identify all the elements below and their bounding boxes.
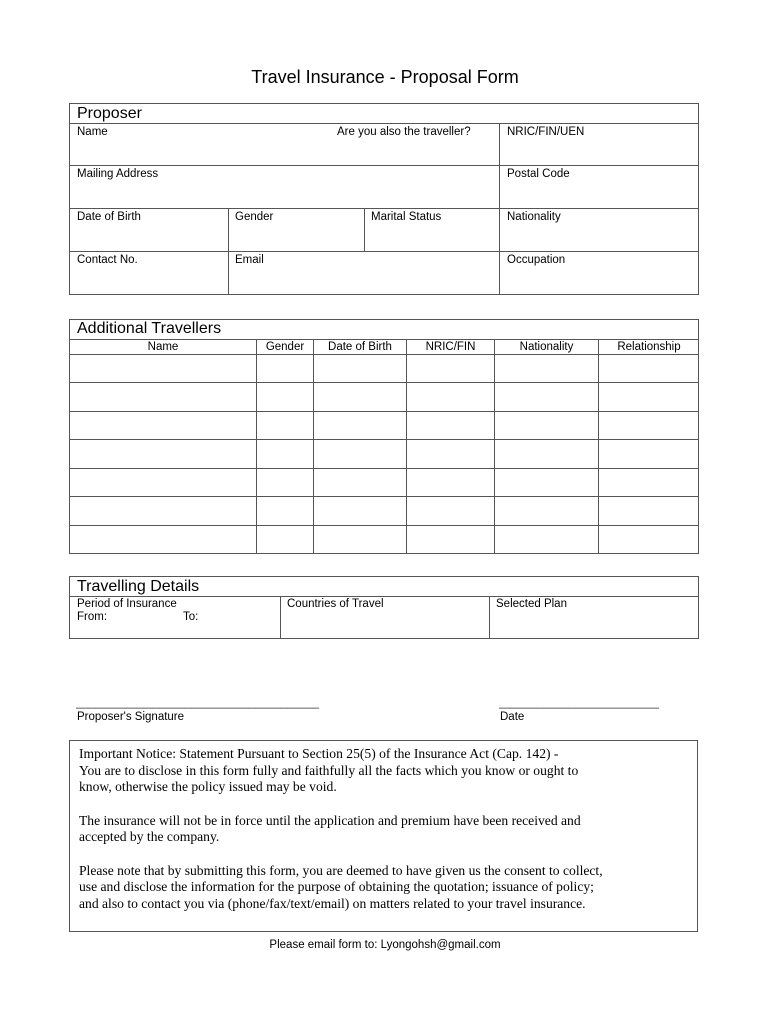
table-row[interactable] <box>70 383 698 411</box>
notice-line: and also to contact you via (phone/fax/text/email) on matters related to your travel insurance. <box>79 895 586 911</box>
travelling-details-heading: Travelling Details <box>77 578 200 595</box>
to-label: To: <box>183 611 199 623</box>
also-traveller-label: Are you also the traveller? <box>337 126 471 138</box>
countries-of-travel-label: Countries of Travel <box>287 598 384 610</box>
email-label: Email <box>235 254 264 266</box>
col-header-gender: Gender <box>265 341 305 353</box>
table-row[interactable] <box>70 412 698 439</box>
dob-label: Date of Birth <box>77 211 141 223</box>
gender-label: Gender <box>235 211 274 223</box>
table-row[interactable] <box>70 355 698 382</box>
contact-no-label: Contact No. <box>77 254 138 266</box>
notice-line: You are to disclose in this form fully and faithfully all the facts which you know or ought to <box>79 762 579 778</box>
selected-plan-label: Selected Plan <box>496 598 567 610</box>
notice-line: Important Notice: Statement Pursuant to Section 25(5) of the Insurance Act (Cap. 142) - <box>79 746 559 761</box>
postal-code-label: Postal Code <box>507 168 570 180</box>
col-header-dob: Date of Birth <box>328 341 392 353</box>
additional-travellers-heading: Additional Travellers <box>77 320 222 337</box>
marital-status-label: Marital Status <box>371 211 442 223</box>
col-header-nric: NRIC/FIN <box>425 341 476 353</box>
date-line[interactable]: _________________________ <box>499 697 659 709</box>
nric-label: NRIC/FIN/UEN <box>507 126 585 138</box>
form-title: Travel Insurance - Proposal Form <box>251 67 519 87</box>
notice-line: Please note that by submitting this form, you are deemed to have given us the consent to collect, <box>79 862 603 878</box>
proposer-heading: Proposer <box>77 105 142 122</box>
important-notice <box>79 746 691 929</box>
signature-line[interactable]: ______________________________________ <box>76 697 320 709</box>
date-label: Date <box>500 711 525 723</box>
notice-line: use and disclose the information for the purpose of obtaining the quotation; issuance of policy; <box>79 879 594 894</box>
table-row[interactable] <box>70 526 698 553</box>
col-header-relationship: Relationship <box>617 341 681 353</box>
col-header-name: Name <box>147 341 179 353</box>
notice-line: know, otherwise the policy issued may be void. <box>79 779 337 794</box>
from-label: From: <box>77 611 108 623</box>
nationality-label: Nationality <box>507 211 561 223</box>
table-row[interactable] <box>70 440 698 468</box>
table-row[interactable] <box>70 469 698 496</box>
occupation-label: Occupation <box>507 254 566 266</box>
col-header-nationality: Nationality <box>519 341 574 353</box>
period-of-insurance-label: Period of Insurance <box>77 598 177 610</box>
table-row[interactable] <box>70 497 698 525</box>
name-label: Name <box>77 126 108 138</box>
email-field[interactable] <box>229 252 499 294</box>
notice-line: The insurance will not be in force until the application and premium have been received and <box>79 812 581 828</box>
footer-email-note: Please email form to: Lyongohsh@gmail.com <box>269 939 501 951</box>
mailing-address-label: Mailing Address <box>77 168 159 180</box>
notice-line: accepted by the company. <box>79 829 220 844</box>
proposer-signature-label: Proposer's Signature <box>77 711 185 723</box>
